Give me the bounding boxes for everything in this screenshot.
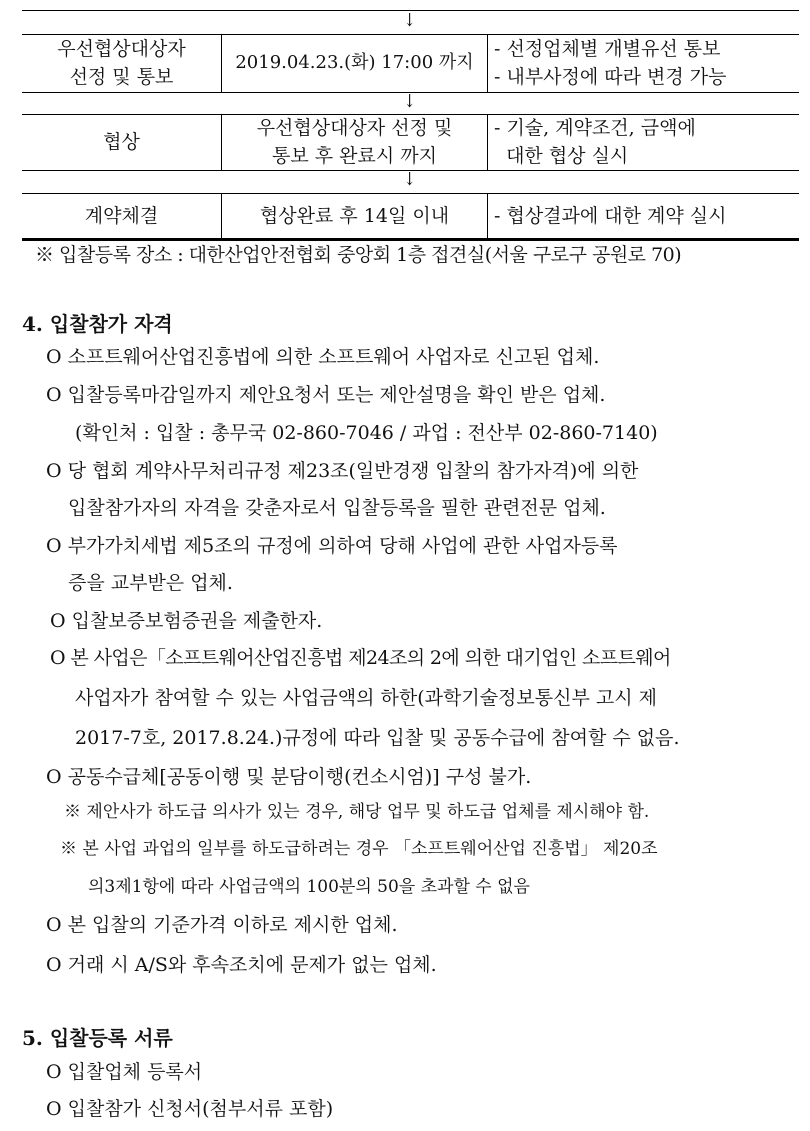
detail-text: - 협상결과에 대한 계약 실시 bbox=[494, 204, 727, 227]
list-item: O 부가가치세법 제5조의 규정에 의하여 당해 사업에 관한 사업자등록 bbox=[46, 535, 618, 557]
detail-text: - 선정업체별 개별유선 통보 bbox=[494, 38, 721, 60]
col-divider bbox=[487, 193, 488, 238]
schedule-cell bbox=[222, 114, 487, 170]
list-item: O 공동수급체[공동이행 및 분담이행(컨소시엄)] 구성 불가. bbox=[46, 766, 532, 788]
list-item: 의3제1항에 따라 사업금액의 100분의 50을 초과할 수 없음 bbox=[88, 877, 530, 897]
stage-text: 우선협상대상자 bbox=[57, 38, 186, 60]
list-item: O 입찰참가 신청서(첨부서류 포함) bbox=[46, 1098, 334, 1120]
list-item: O 소프트웨어산업진흥법에 의한 소프트웨어 사업자로 신고된 업체. bbox=[46, 346, 600, 368]
process-flow-table bbox=[22, 0, 799, 245]
col-divider bbox=[487, 34, 488, 92]
stage-cell bbox=[22, 193, 221, 238]
list-item: (확인처 : 입찰 : 총무국 02-860-7046 / 과업 : 전산부 02-860-7140) bbox=[75, 422, 658, 444]
list-item: ※ 제안사가 하도급 의사가 있는 경우, 해당 업무 및 하도급 업체를 제시해야 함. bbox=[64, 802, 650, 822]
detail-cell bbox=[494, 34, 799, 92]
list-item: O 당 협회 계약사무처리규정 제23조(일반경쟁 입찰의 참가자격)에 의한 bbox=[46, 460, 639, 482]
list-item: O 입찰등록마감일까지 제안요청서 또는 제안설명을 확인 받은 업체. bbox=[46, 384, 606, 406]
flow-arrow: ↓ bbox=[403, 169, 416, 190]
col-divider bbox=[487, 114, 488, 170]
section-5-title: 5. 입찰등록 서류 bbox=[22, 1026, 173, 1050]
detail-text: - 내부사정에 따라 변경 가능 bbox=[494, 66, 727, 88]
schedule-text: 2019.04.23.(화) 17:00 까지 bbox=[235, 52, 474, 73]
stage-cell bbox=[22, 114, 221, 170]
detail-text: - 기술, 계약조건, 금액에 bbox=[494, 117, 696, 139]
list-item: 사업자가 참여할 수 있는 사업금액의 하한(과학기술정보통신부 고시 제 bbox=[75, 687, 657, 709]
list-item: 증을 교부받은 업체. bbox=[68, 572, 233, 594]
list-item: O 입찰보증보험증권을 제출한자. bbox=[50, 610, 323, 632]
list-item: 입찰참가자의 자격을 갖춘자로서 입찰등록을 필한 관련전문 업체. bbox=[68, 497, 606, 519]
section-4-title: 4. 입찰참가 자격 bbox=[22, 312, 173, 336]
schedule-cell bbox=[222, 34, 487, 92]
list-item: 2017-7호, 2017.8.24.)규정에 따라 입찰 및 공동수급에 참여할 수 없음. bbox=[75, 727, 680, 749]
list-item: O 거래 시 A/S와 후속조치에 문제가 없는 업체. bbox=[46, 954, 437, 976]
list-item: ※ 본 사업 과업의 일부를 하도급하려는 경우 「소프트웨어산업 진흥법」 제20조 bbox=[60, 839, 658, 859]
flow-arrow: ↓ bbox=[403, 91, 416, 112]
schedule-text: 우선협상대상자 선정 및 bbox=[256, 117, 453, 139]
detail-cell bbox=[494, 193, 799, 238]
detail-text: 대한 협상 실시 bbox=[494, 145, 629, 167]
schedule-text: 협상완료 후 14일 이내 bbox=[259, 204, 450, 227]
list-item: O 입찰업체 등록서 bbox=[46, 1061, 203, 1083]
schedule-cell bbox=[222, 193, 487, 238]
registration-location-note: ※ 입찰등록 장소 : 대한산업안전협회 중앙회 1층 접견실(서울 구로구 공원로 70) bbox=[35, 244, 682, 266]
detail-cell bbox=[494, 114, 799, 170]
list-item: O 본 입찰의 기준가격 이하로 제시한 업체. bbox=[46, 914, 398, 936]
flow-arrow: ↓ bbox=[403, 10, 416, 31]
stage-text: 협상 bbox=[103, 131, 140, 153]
stage-cell bbox=[22, 34, 221, 92]
list-item: O 본 사업은「소프트웨어산업진흥법 제24조의 2에 의한 대기업인 소프트웨어 bbox=[50, 647, 671, 669]
stage-text: 선정 및 통보 bbox=[69, 66, 174, 88]
stage-text: 계약체결 bbox=[84, 204, 159, 227]
schedule-text: 통보 후 완료시 까지 bbox=[272, 145, 437, 167]
